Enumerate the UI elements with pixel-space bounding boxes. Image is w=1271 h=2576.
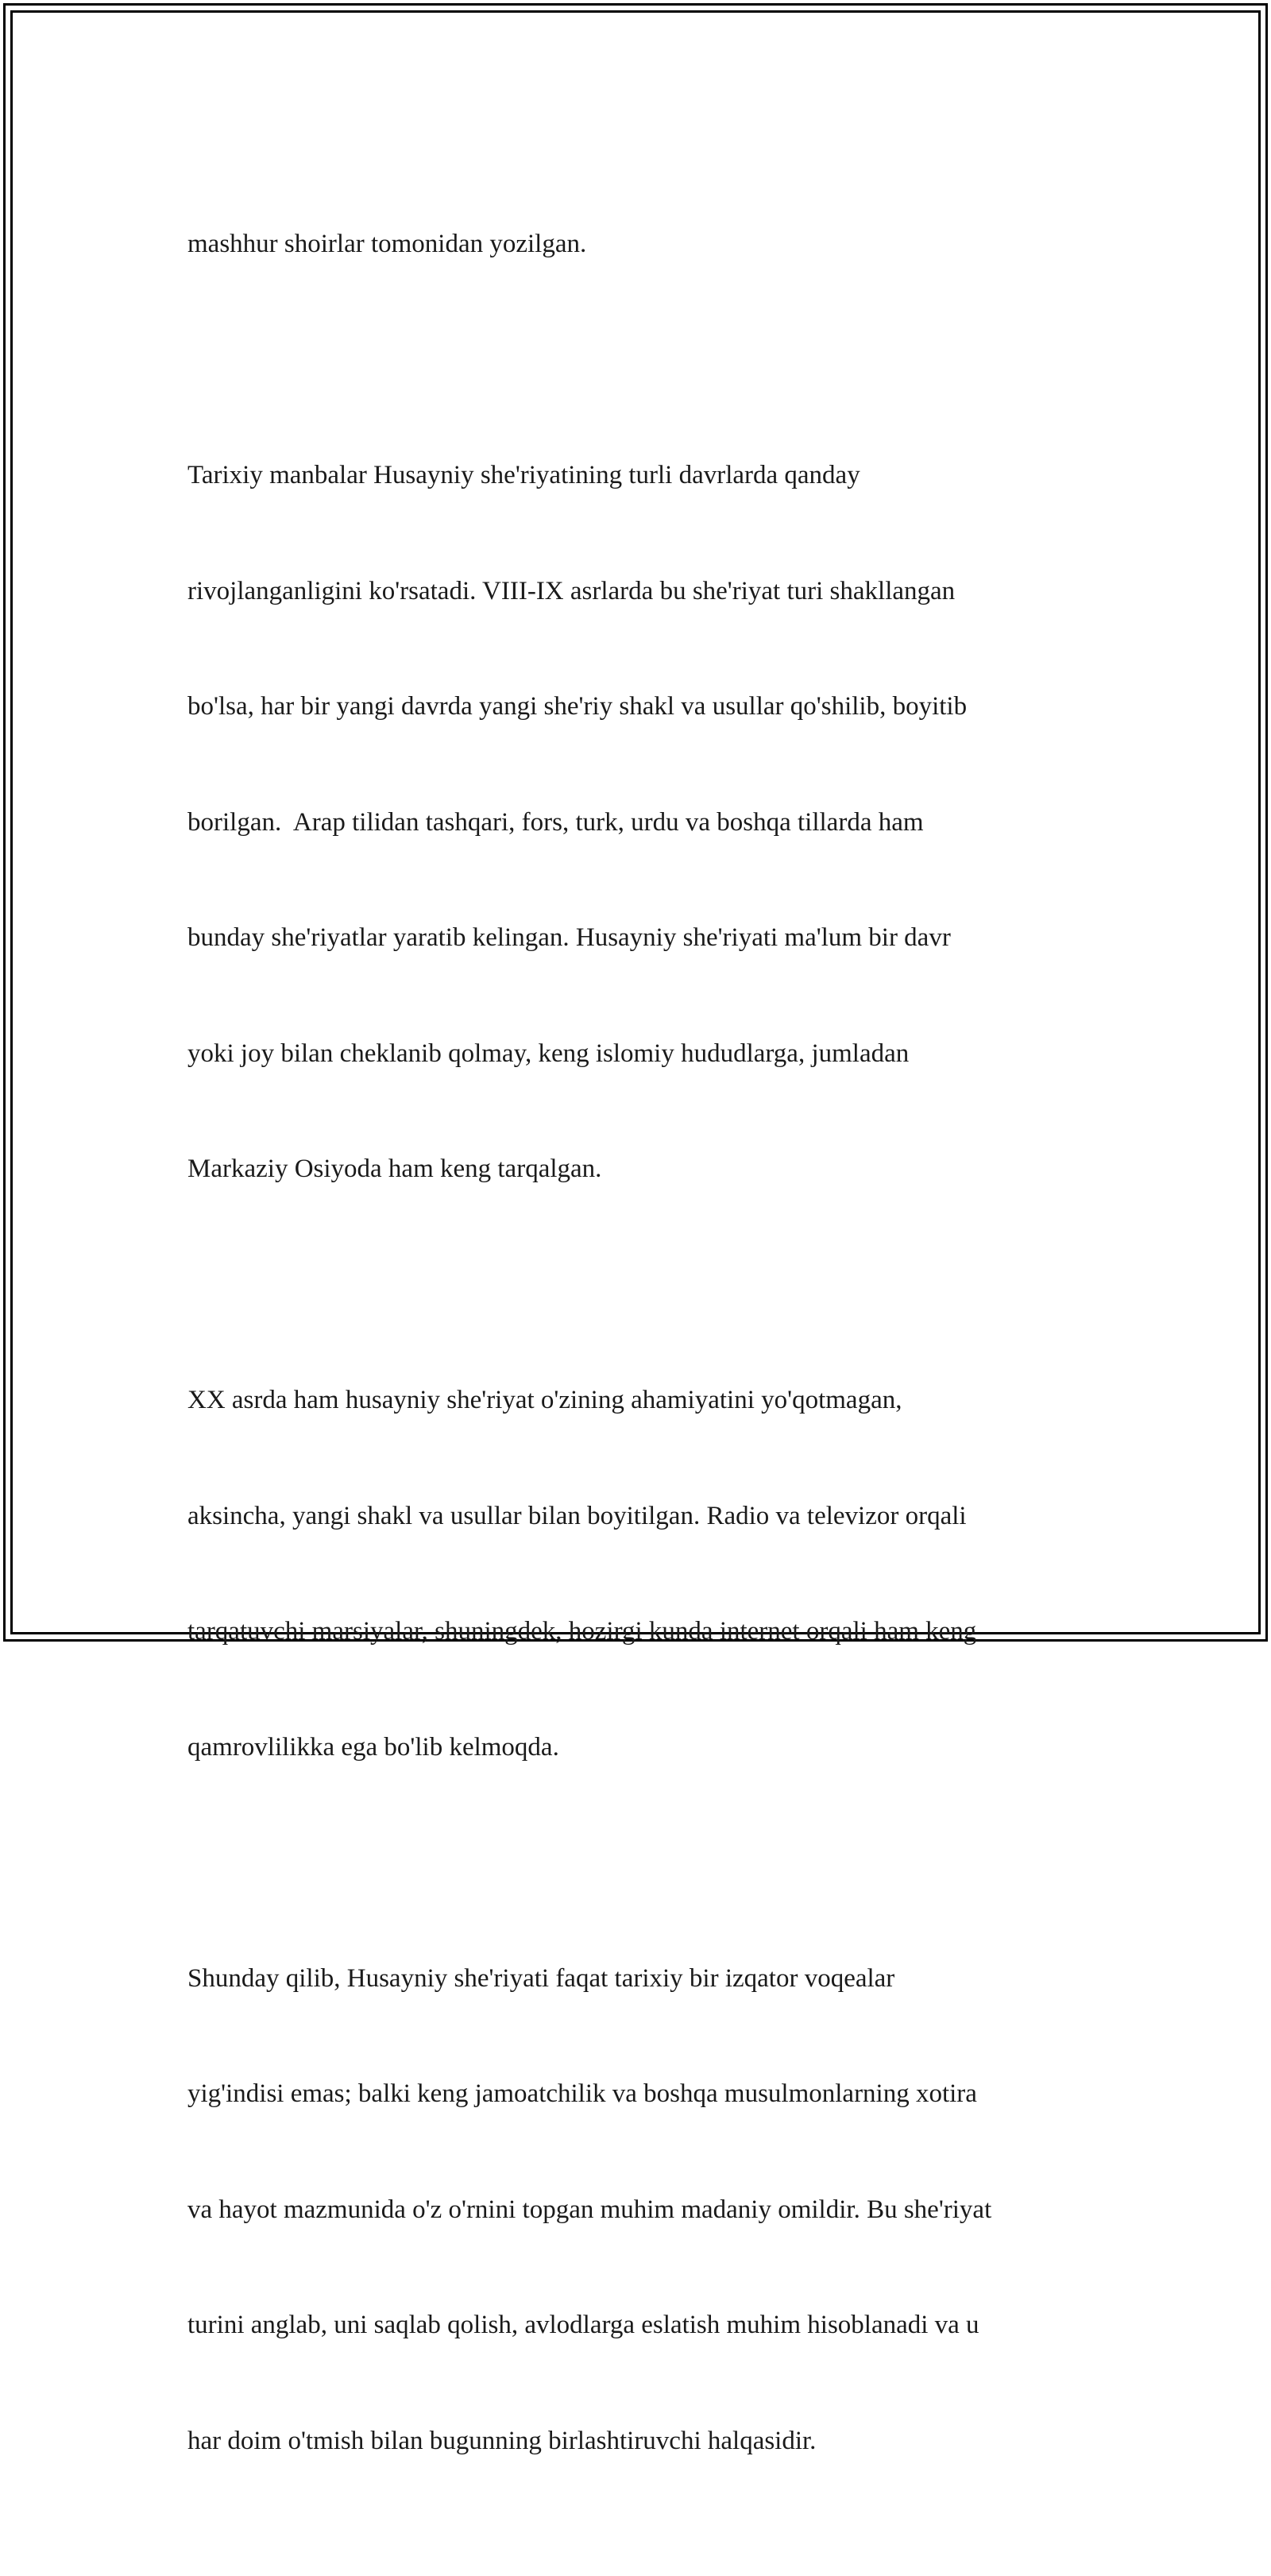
text-line: Markaziy Osiyoda ham keng tarqalgan. (187, 1155, 602, 1183)
text-line: qamrovlilikka ega bo'lib kelmoqda. (187, 1732, 559, 1762)
paragraph-2 (187, 379, 1093, 1266)
text-line: rivojlanganligini ko'rsatadi. VIII-IX asrlarda bu she'riyat turi shakllangan (187, 576, 956, 605)
text-line: har doim o'tmish bilan bugunning birlashtiruvchi halqasidir. (187, 2426, 817, 2455)
text-line: bo'lsa, har bir yangi davrda yangi she'riy shakl va usullar qo'shilib, boyitib (187, 692, 968, 721)
paragraph-1 (187, 148, 1093, 341)
text-line: Tarixiy manbalar Husayniy she'riyatining turli davrlarda qanday (187, 461, 860, 489)
text-line: yig'indisi emas; balki keng jamoatchilik va boshqa musulmonlarning xotira (187, 2079, 977, 2108)
text-line: bunday she'riyatlar yaratib kelingan. Husayniy she'riyati ma'lum bir davr (187, 923, 951, 952)
text-line: aksincha, yangi shakl va usullar bilan boyitilgan. Radio va televizor orqali (187, 1501, 967, 1530)
text-line: va hayot mazmunida o'z o'rnini topgan muhim madaniy omildir. Bu she'riyat (187, 2195, 992, 2224)
text-line: turini anglab, uni saqlab qolish, avlodlarga eslatish muhim hisoblanadi va u (187, 2311, 979, 2339)
text-line: borilgan. Arap tilidan tashqari, fors, turk, urdu va boshqa tillarda ham (187, 807, 924, 837)
document-body (187, 148, 1093, 2576)
text-line: yoki joy bilan cheklanib qolmay, keng islomiy hududlarga, jumladan (187, 1039, 910, 1068)
text-line: Shunday qilib, Husayniy she'riyati faqat tarixiy bir izqator voqealar (187, 1963, 895, 1993)
text-line: XX asrda ham husayniy she'riyat o'zining ahamiyatini yo'qotmagan, (187, 1386, 902, 1414)
paragraph-4 (187, 1882, 1093, 2538)
paragraph-3 (187, 1304, 1093, 1843)
text-line: tarqatuvchi marsiyalar, shuningdek, hozirgi kunda internet orqali ham keng (187, 1617, 977, 1646)
text-line: mashhur shoirlar tomonidan yozilgan. (187, 230, 587, 258)
